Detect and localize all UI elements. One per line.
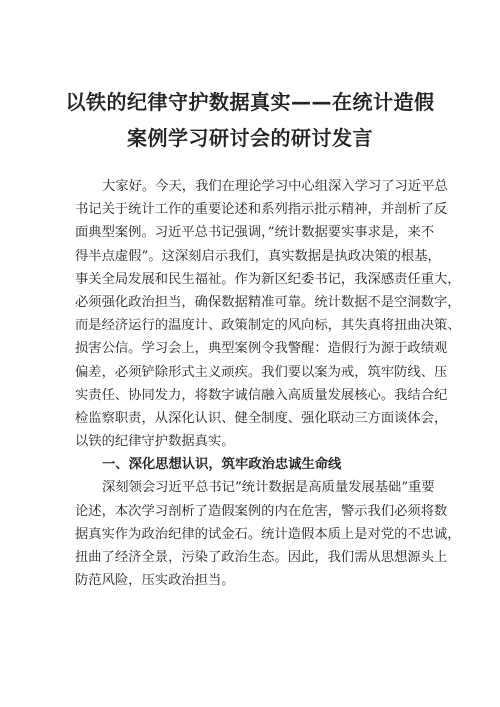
- paragraph-line: 大家好。今天，我们在理论学习中心组深入学习了习近平总: [102, 179, 448, 194]
- paragraph-line: 必须强化政治担当，确保数据精准可靠。统计数据不是空洞数字，: [75, 294, 461, 310]
- paragraph-line: 书记关于统计工作的重要论述和系列指示批示精神，并剖析了反: [75, 202, 448, 218]
- paragraph-line: 据真实作为政治纪律的试金石。统计造假本质上是对党的不忠诚，: [75, 526, 461, 542]
- paragraph-line: 偏差，必须铲除形式主义顽疾。我们要以案为戒，筑牢防线、压: [75, 364, 448, 380]
- paragraph-line: 检监察职责，从深化认识、健全制度、强化联动三方面谈体会，: [75, 410, 448, 426]
- paragraph-line: 而是经济运行的温度计、政策制定的风向标，其失真将扭曲决策、: [75, 318, 461, 334]
- paragraph-line: 实责任、协同发力，将数字诚信融入高质量发展核心。我结合纪: [75, 387, 448, 403]
- paragraph-line: 得半点虚假”。这深刻启示我们，真实数据是执政决策的根基，: [75, 248, 441, 264]
- document-body: [75, 175, 461, 592]
- paragraph-line: 论述，本次学习剖析了造假案例的内在危害，警示我们必须将数: [75, 503, 448, 519]
- document-title-line-2: 案例学习研讨会的研讨发言: [127, 126, 373, 150]
- paragraph-line: 事关全局发展和民生福祉。作为新区纪委书记，我深感责任重大，: [75, 271, 461, 287]
- paragraph-line: 以铁的纪律守护数据真实。: [75, 434, 235, 450]
- paragraph-line: 扭曲了经济全景，污染了政治生态。因此，我们需从思想源头上: [75, 550, 448, 565]
- paragraph-line: 面典型案例。习近平总书记强调，”统计数据要实事求是，来不: [75, 225, 435, 241]
- paragraph-line: 深刻领会习近平总书记”统计数据是高质量发展基础”重要: [102, 480, 435, 496]
- paragraph-line: 损害公信。学习会上，典型案例令我警醒：造假行为源于政绩观: [75, 341, 448, 357]
- document-title-line-1: 以铁的纪律守护数据真实——在统计造假: [65, 90, 435, 114]
- paragraph-line: 防范风险，压实政治担当。: [75, 573, 235, 589]
- section-heading: 一、深化思想认识，筑牢政治忠诚生命线: [102, 457, 342, 473]
